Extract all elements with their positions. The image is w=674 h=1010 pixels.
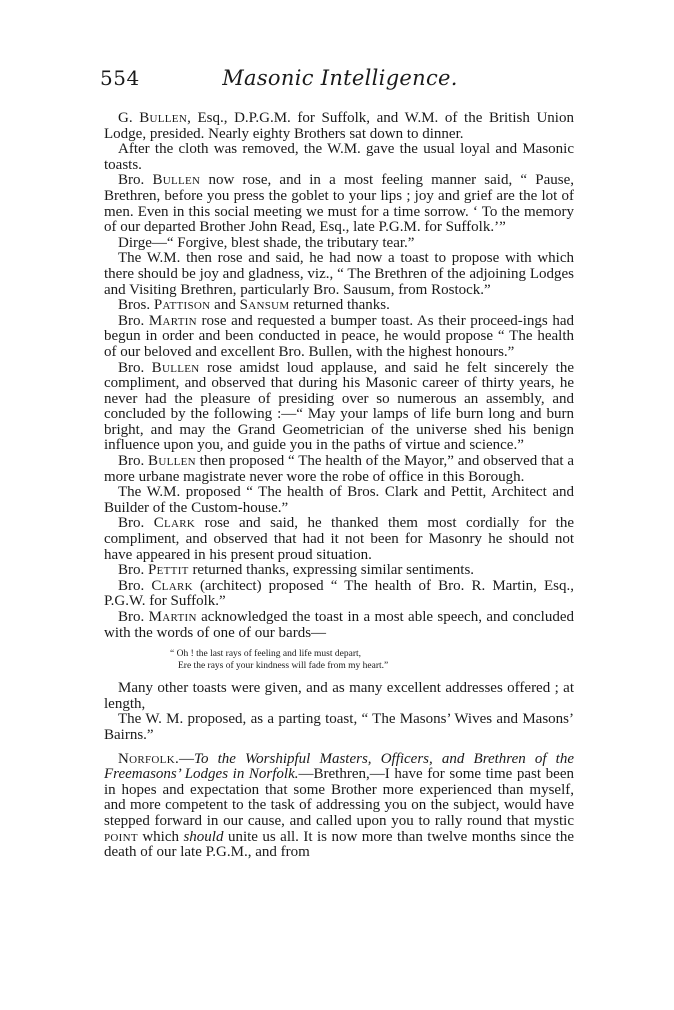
- paragraph: Dirge—“ Forgive, blest shade, the tributary tear.”: [118, 234, 415, 251]
- person-name: Bullen: [139, 110, 188, 126]
- body-text: [104, 111, 574, 861]
- paragraph: Bro. Bullen now rose, and in a most feeling manner said, “ Pause, Brethren, before you press the goblet to your lips ; joy and grief are the lot of men. Even in this social meeting we must for a time sorrow. ‘ To the memory of our departed Brother John Read, Esq., late P.G.M. for Suffolk.’”: [104, 172, 574, 236]
- running-title: Masonic Intelligence.: [222, 66, 458, 90]
- paragraph: Bros. Pattison and Sansum returned thanks.: [118, 297, 390, 314]
- place-heading: Norfolk.: [118, 750, 179, 767]
- page-header: [100, 66, 580, 100]
- person-name: Bullen: [152, 172, 201, 189]
- person-name: Bullen: [151, 359, 200, 376]
- person-name: Clark: [151, 577, 193, 594]
- verse-line: “ Oh ! the last rays of feeling and life must depart,: [170, 649, 361, 660]
- paragraph: Bro. Pettit returned thanks, expressing similar sentiments.: [118, 562, 475, 579]
- paragraph: Bro. Bullen then proposed “ The health of the Mayor,” and observed that a more urbane magistrate never wore the robe of office in this Borough.: [104, 453, 574, 485]
- verse-line: Ere the rays of your kindness will fade from my heart.”: [178, 660, 389, 671]
- paragraph: Bro. Martin rose and requested a bumper toast. As their proceed-ings had begun in order and been conducted in peace, he would propose “ The health of our beloved and excellent Bro. Bullen, with the highest honours.”: [104, 312, 574, 360]
- person-name: Martin: [148, 609, 197, 625]
- paragraph: Bro. Clark (architect) proposed “ The health of Bro. R. Martin, Esq., P.G.W. for Suffolk.”: [104, 577, 575, 610]
- person-name: Martin: [148, 312, 197, 329]
- paragraph: The W.M. then rose and said, he had now a toast to propose with which there should be joy and gladness, viz., “ The Brethren of the adjoining Lodges and Visiting Brethren, particularly Bro. Sausum, from Rostock.”: [104, 250, 574, 298]
- paragraph: Bro. Clark rose and said, he thanked them most cordially for the compliment, and observed that had it not been for Masonry he should not have appeared in his present proud situation.: [104, 515, 574, 563]
- page-number: 554: [100, 66, 140, 90]
- verse-quote: [104, 649, 574, 672]
- person-name: Clark: [153, 515, 196, 532]
- paragraph: Bro. Bullen rose amidst loud applause, and said he felt sincerely the compliment, and observed that during his Masonic career of thirty years, he never had the pleasure of presiding over so numerous an assembly, and concluded by the following :—“ May your lamps of life burn long and burn bright, and may the Grand Geometrician of the universe shed his benign influence upon you, and guide you in the paths of virtue and science.”: [104, 359, 574, 454]
- person-name: Sansum: [239, 297, 290, 314]
- emphasis-point: point: [104, 828, 138, 845]
- paragraph-norfolk-letter: Norfolk.—To the Worshipful Masters, Officers, and Brethren of the Freemasons’ Lodges in Norfolk.—Brethren,—I have for some time past been in hopes and expectation that some Brother more experienced than myself, and more competent to the task of addressing you on the subject, would have stepped forward in our cause, and called upon you to rally round that mystic point which should unite us all. It is now more than twelve months since the death of our late P.G.M., and from: [104, 750, 574, 861]
- person-name: Bullen: [148, 453, 196, 470]
- paragraph: After the cloth was removed, the W.M. gave the usual loyal and Masonic toasts.: [104, 141, 574, 173]
- person-name: Pettit: [148, 562, 189, 579]
- paragraph: The W. M. proposed, as a parting toast, “ The Masons’ Wives and Masons’ Bairns.”: [104, 711, 574, 743]
- letter-address: To the Worshipful Masters, Officers, and Brethren of the Freemasons’ Lodges in Norfolk.: [104, 750, 574, 783]
- paragraph: Bro. Martin acknowledged the toast in a most able speech, and concluded with the words of one of our bards—: [104, 609, 574, 641]
- emphasis-should: should: [183, 828, 224, 845]
- paragraph: The W.M. proposed “ The health of Bros. Clark and Pettit, Architect and Builder of the Custom-house.”: [104, 484, 574, 516]
- paragraph: G. Bullen, Esq., D.P.G.M. for Suffolk, and W.M. of the British Union Lodge, presided. Nearly eighty Brothers sat down to dinner.: [104, 110, 574, 142]
- person-name: Pattison: [153, 297, 211, 314]
- paragraph: Many other toasts were given, and as many excellent addresses offered ; at length,: [104, 680, 574, 712]
